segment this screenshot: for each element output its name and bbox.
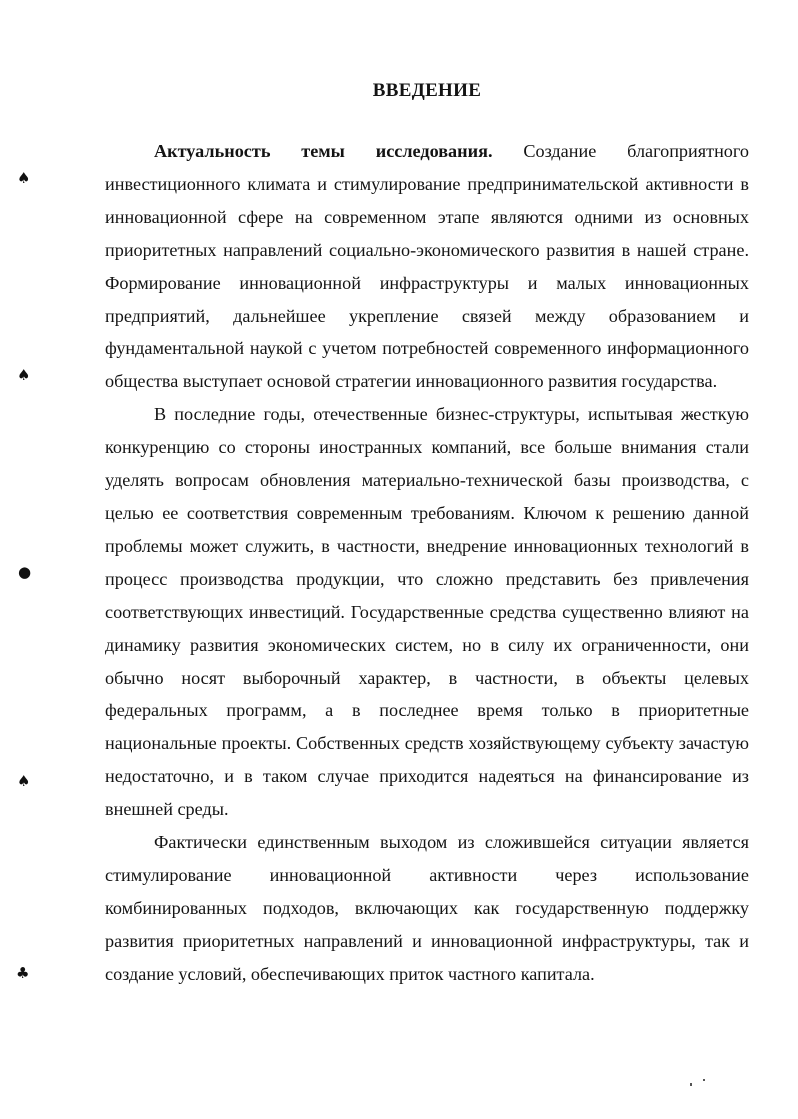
paragraph-recent-years: В последние годы, отечественные бизнес-структуры, испытывая жесткую конкуренцию со стороны иностранных компаний, все больше внимания стали уделять вопросам обновления материально-технической базы производства, с целью ее соответствия современным требованиям. Ключом к решению данной проблемы может служить, в частности, внедрение инновационных технологий в процесс производства продукции, что сложно представить без привлечения соответствующих инвестиций. Государственные средства существенно влияют на динамику развития экономических систем, но в силу их ограниченности, они обычно носят выборочный характер, в частности, в объекты целевых федеральных программ, а в последнее время только в приоритетные национальные проекты. Собственных средств хозяйствующему субъекту зачастую недостаточно, и в таком случае приходится надеяться на финансирование из внешней среды. <box>105 404 749 820</box>
scan-speck <box>703 1079 705 1081</box>
binder-hole-mark-icon: ● <box>18 563 32 581</box>
paragraph-lead-heading: Актуальность темы исследования. <box>154 141 493 161</box>
page-title: ВВЕДЕНИЕ <box>372 80 482 101</box>
body-text <box>105 135 749 991</box>
paragraph-relevance <box>105 135 749 398</box>
paragraph-text: Создание благоприятного инвестиционного климата и стимулирование предпринимательской активности в инновационной сфере на современном этапе являются одними из основных приоритетных направлений социально-экономического развития в нашей стране. Формирование инновационной инфраструктуры и малых инновационных предприятий, дальнейшее укрепление связей между образованием и фундаментальной наукой с учетом потребностей современного информационного общества выступает основой стратегии инновационного развития государства. <box>105 141 749 392</box>
binder-hole-mark-icon: ♠ <box>17 366 31 384</box>
binder-hole-mark-icon: ♠ <box>17 772 31 790</box>
binder-hole-mark-icon: ♣ <box>16 964 30 982</box>
binder-hole-mark-icon: ♠ <box>17 169 31 187</box>
paragraph-conclusion: Фактически единственным выходом из сложившейся ситуации является стимулирование инновационной активности через использование комбинированных подходов, включающих как государственную поддержку развития приоритетных направлений и инновационной инфраструктуры, так и создание условий, обеспечивающих приток частного капитала. <box>105 832 749 984</box>
scan-speck <box>690 1083 692 1086</box>
